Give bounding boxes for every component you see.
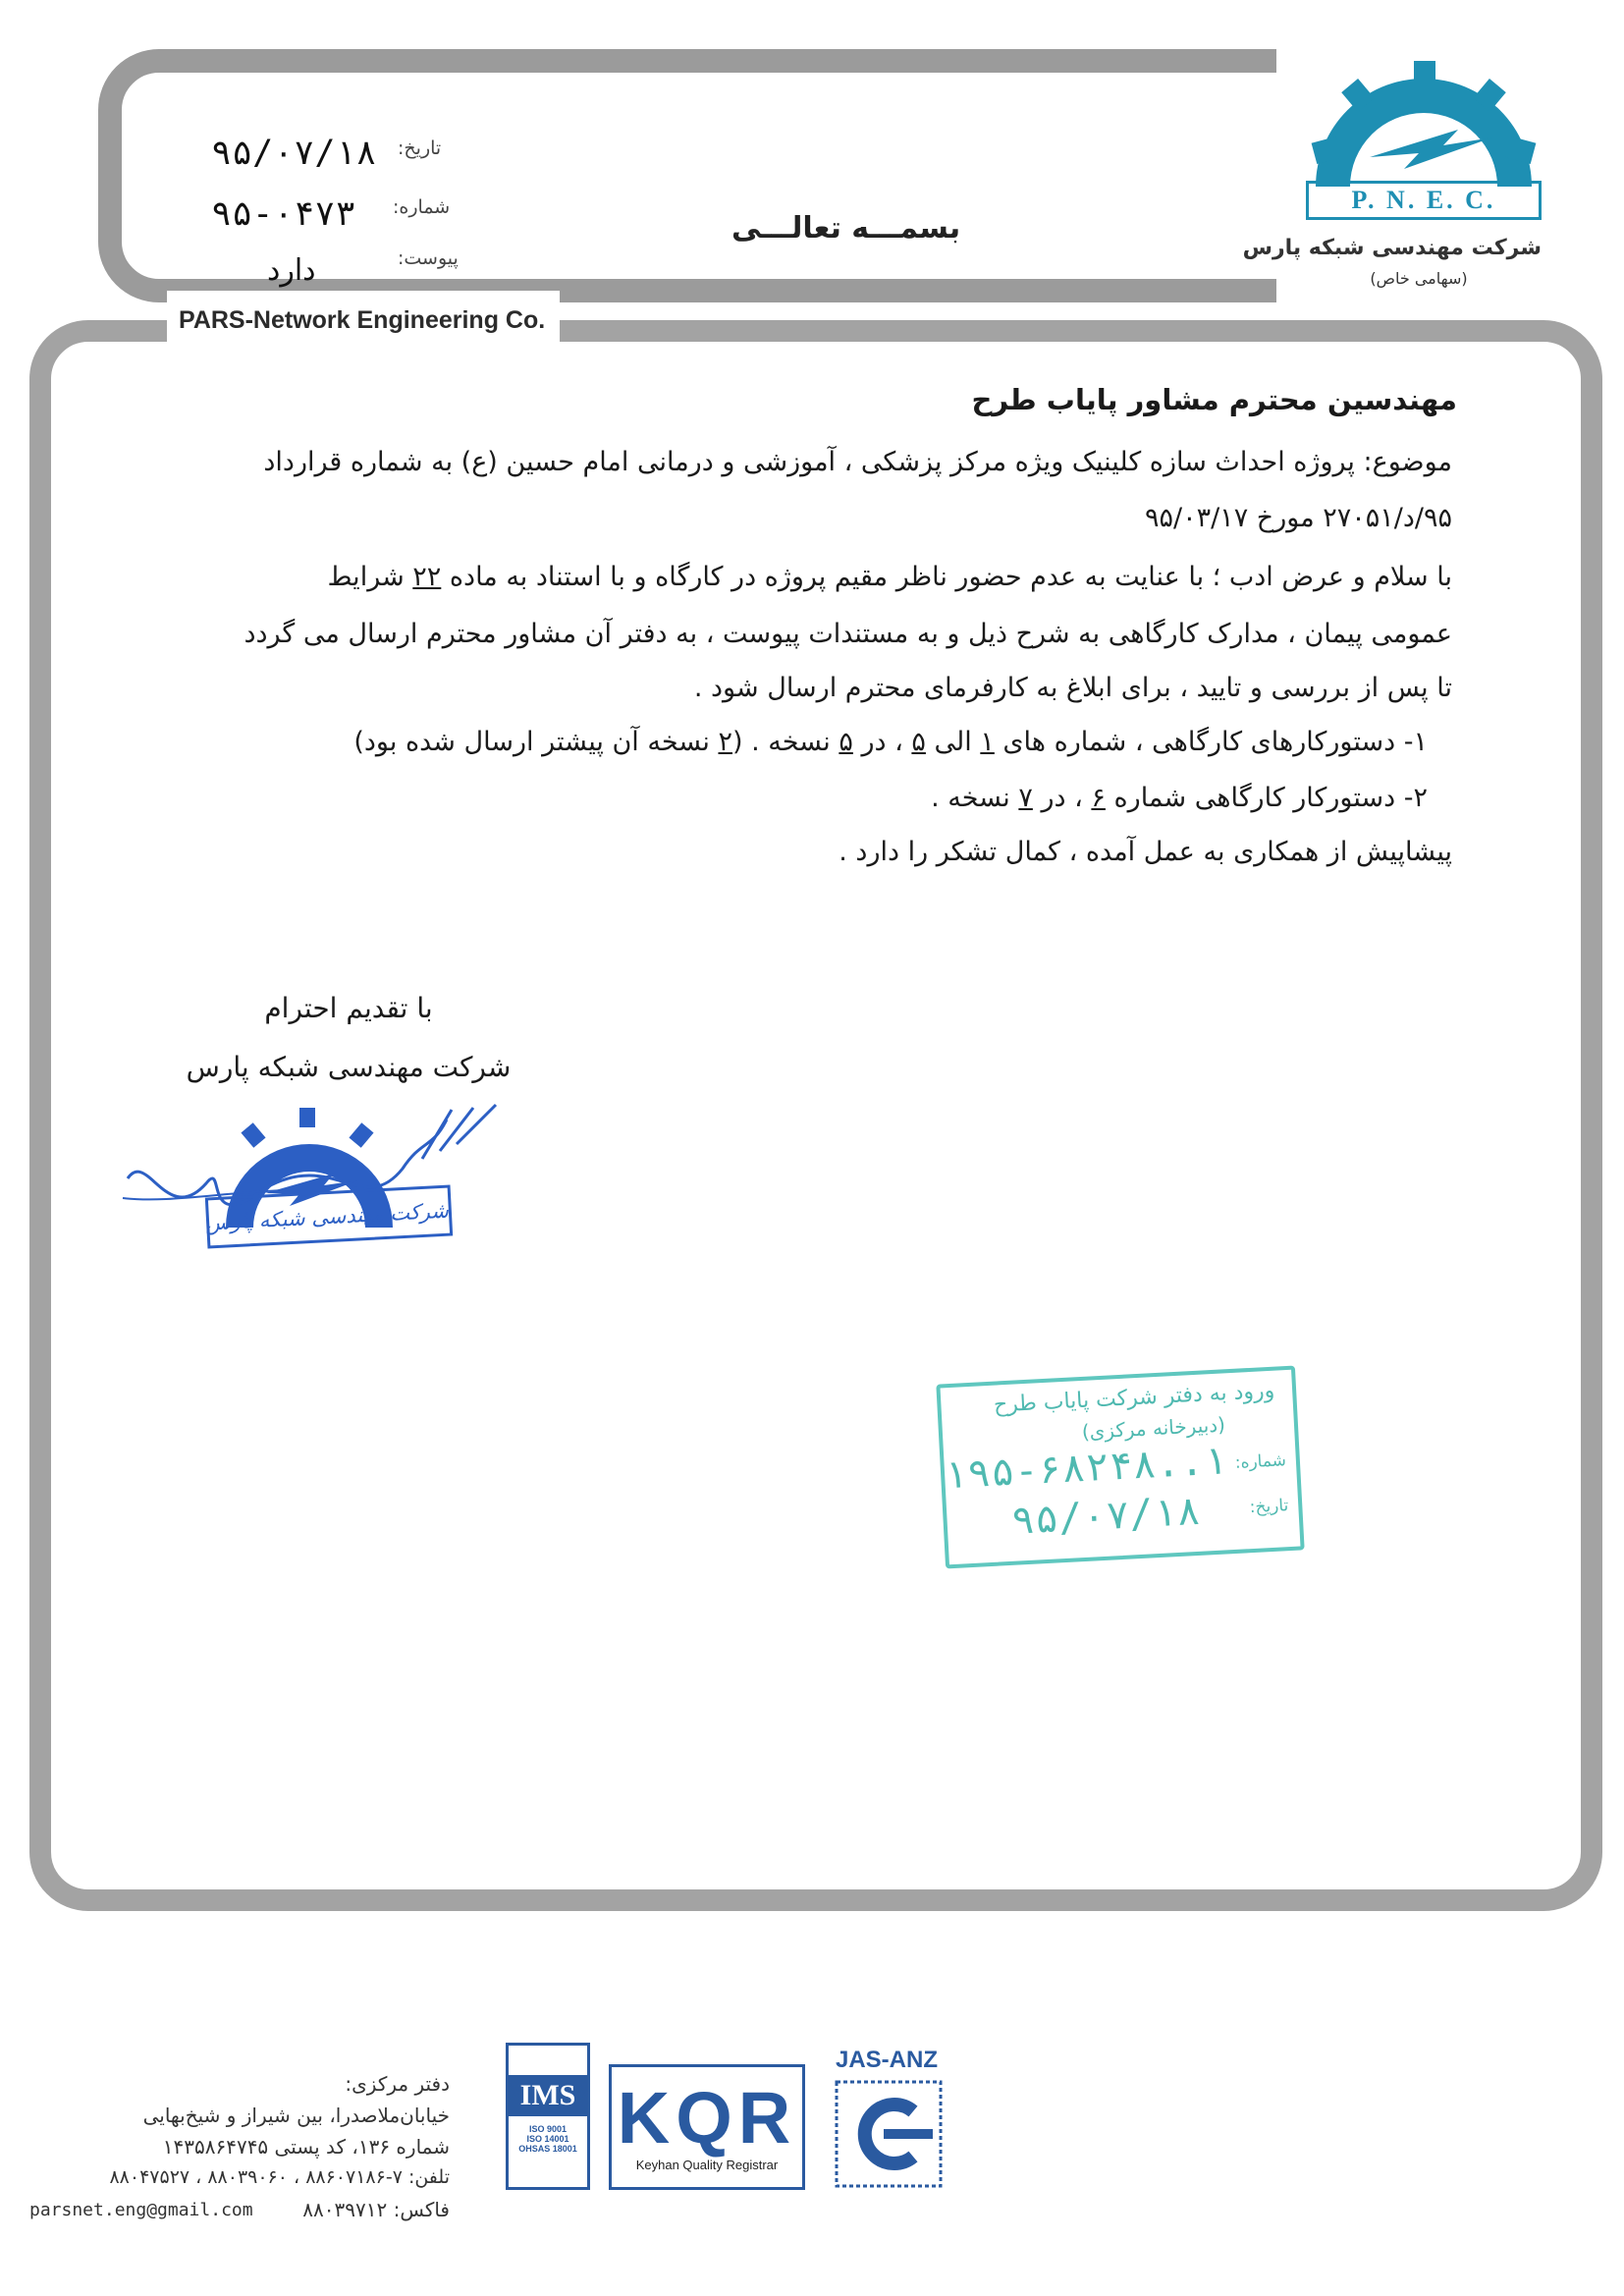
date-label: تاریخ:: [398, 137, 442, 159]
company-name-en: PARS-Network Engineering Co.: [179, 306, 546, 334]
cert-ims-text: IMS: [509, 2075, 587, 2116]
paragraph-line-2: عمومی پیمان ، مدارک کارگاهی به شرح ذیل و به مستندات پیوست ، به دفتر آن مشاور محترم ارسال می گردد: [244, 619, 1452, 649]
logo-pnec-box: P. N. E. C.: [1306, 181, 1542, 220]
cert-ims-sub2: ISO 14001: [526, 2134, 569, 2144]
footer-email: parsnet.eng@gmail.com: [29, 2200, 253, 2220]
cert-kqr-text: KQR: [617, 2077, 797, 2159]
cert-jas-icon: [835, 2080, 943, 2188]
bismillah: بسمـــه تعالـــی: [731, 211, 961, 246]
thanks-line: پیشاپیش از همکاری به عمل آمده ، کمال تشکر را دارد .: [839, 837, 1452, 867]
cert-kqr-logo: [609, 2064, 805, 2190]
company-logo-gear-icon: [1296, 59, 1551, 196]
attachment-label: پیوست:: [398, 247, 459, 269]
seal-text: شرکت مهندسی شبکه پارس: [204, 1198, 450, 1235]
attachment-value: دارد: [267, 253, 316, 288]
cert-ims-logo: [506, 2043, 590, 2190]
stamp-number-value: ۱..۱۹۵-۶۸۲۴۸: [942, 1438, 1229, 1499]
logo-company-type-fa: (سهامی خاص): [1370, 269, 1468, 288]
footer-fax: فاکس: ۸۸۰۳۹۷۱۲: [302, 2198, 450, 2221]
footer-phone: تلفن: ۷-۸۸۶۰۷۱۸۶ ، ۸۸۰۳۹۰۶۰ ، ۸۸۰۴۷۵۲۷: [109, 2166, 450, 2188]
number-value: ۹۵-۰۴۷۳: [211, 194, 356, 234]
cert-kqr-sub: Keyhan Quality Registrar: [635, 2158, 779, 2172]
stamp-number-label: شماره:: [1234, 1450, 1287, 1473]
cert-ims-sub3: OHSAS 18001: [518, 2144, 577, 2154]
number-label: شماره:: [393, 196, 451, 218]
paragraph-line-3: تا پس از بررسی و تایید ، برای ابلاغ به کارفرمای محترم ارسال شود .: [693, 673, 1452, 703]
stamp-line-2: (دبیرخانه مرکزی): [1081, 1412, 1226, 1444]
received-stamp: [936, 1366, 1304, 1569]
footer-office-label: دفتر مرکزی:: [345, 2072, 450, 2096]
logo-company-name-fa: شرکت مهندسی شبکه پارس: [1242, 236, 1542, 260]
closing-company: شرکت مهندسی شبکه پارس: [186, 1051, 512, 1083]
cert-ims-sub1: ISO 9001: [528, 2124, 568, 2134]
subject-line-2: ۹۵/د/۲۷۰۵۱ مورخ ۹۵/۰۳/۱۷: [1144, 503, 1452, 533]
cert-jas-label: JAS-ANZ: [835, 2047, 938, 2073]
footer-address-1: خیابان‌ملاصدرا، بین شیراز و شیخ‌بهایی: [142, 2104, 450, 2127]
stamp-date-value: ۹۵/۰۷/۱۸: [1009, 1488, 1202, 1544]
list-item-2: ۲- دستورکار کارگاهی شماره ۶ ، در ۷ نسخه .: [931, 783, 1428, 813]
closing-regards: با تقدیم احترام: [264, 992, 433, 1024]
list-item-1: ۱- دستورکارهای کارگاهی ، شماره های ۱ الی ۵ ، در ۵ نسخه . (۲ نسخه آن پیشتر ارسال شده بود): [353, 727, 1428, 757]
stamp-date-label: تاریخ:: [1249, 1496, 1289, 1518]
date-value: ۹۵/۰۷/۱۸: [211, 134, 377, 173]
subject-line-1: موضوع: پروژه احداث سازه کلینیک ویژه مرکز پزشکی ، آموزشی و درمانی امام حسین (ع) به شماره قرارداد: [263, 447, 1452, 477]
stamp-line-1: ورود به دفتر شرکت پایاب طرح: [993, 1378, 1275, 1418]
addressee: مهندسین محترم مشاور پایاب طرح: [971, 383, 1457, 416]
footer-address-2: شماره ۱۳۶، کد پستی ۱۴۳۵۸۶۴۷۴۵: [162, 2135, 450, 2159]
paragraph-line-1: با سلام و عرض ادب ؛ با عنایت به عدم حضور ناظر مقیم پروژه در کارگاه و با استناد به ماده ۲۲ شرایط: [327, 562, 1452, 592]
